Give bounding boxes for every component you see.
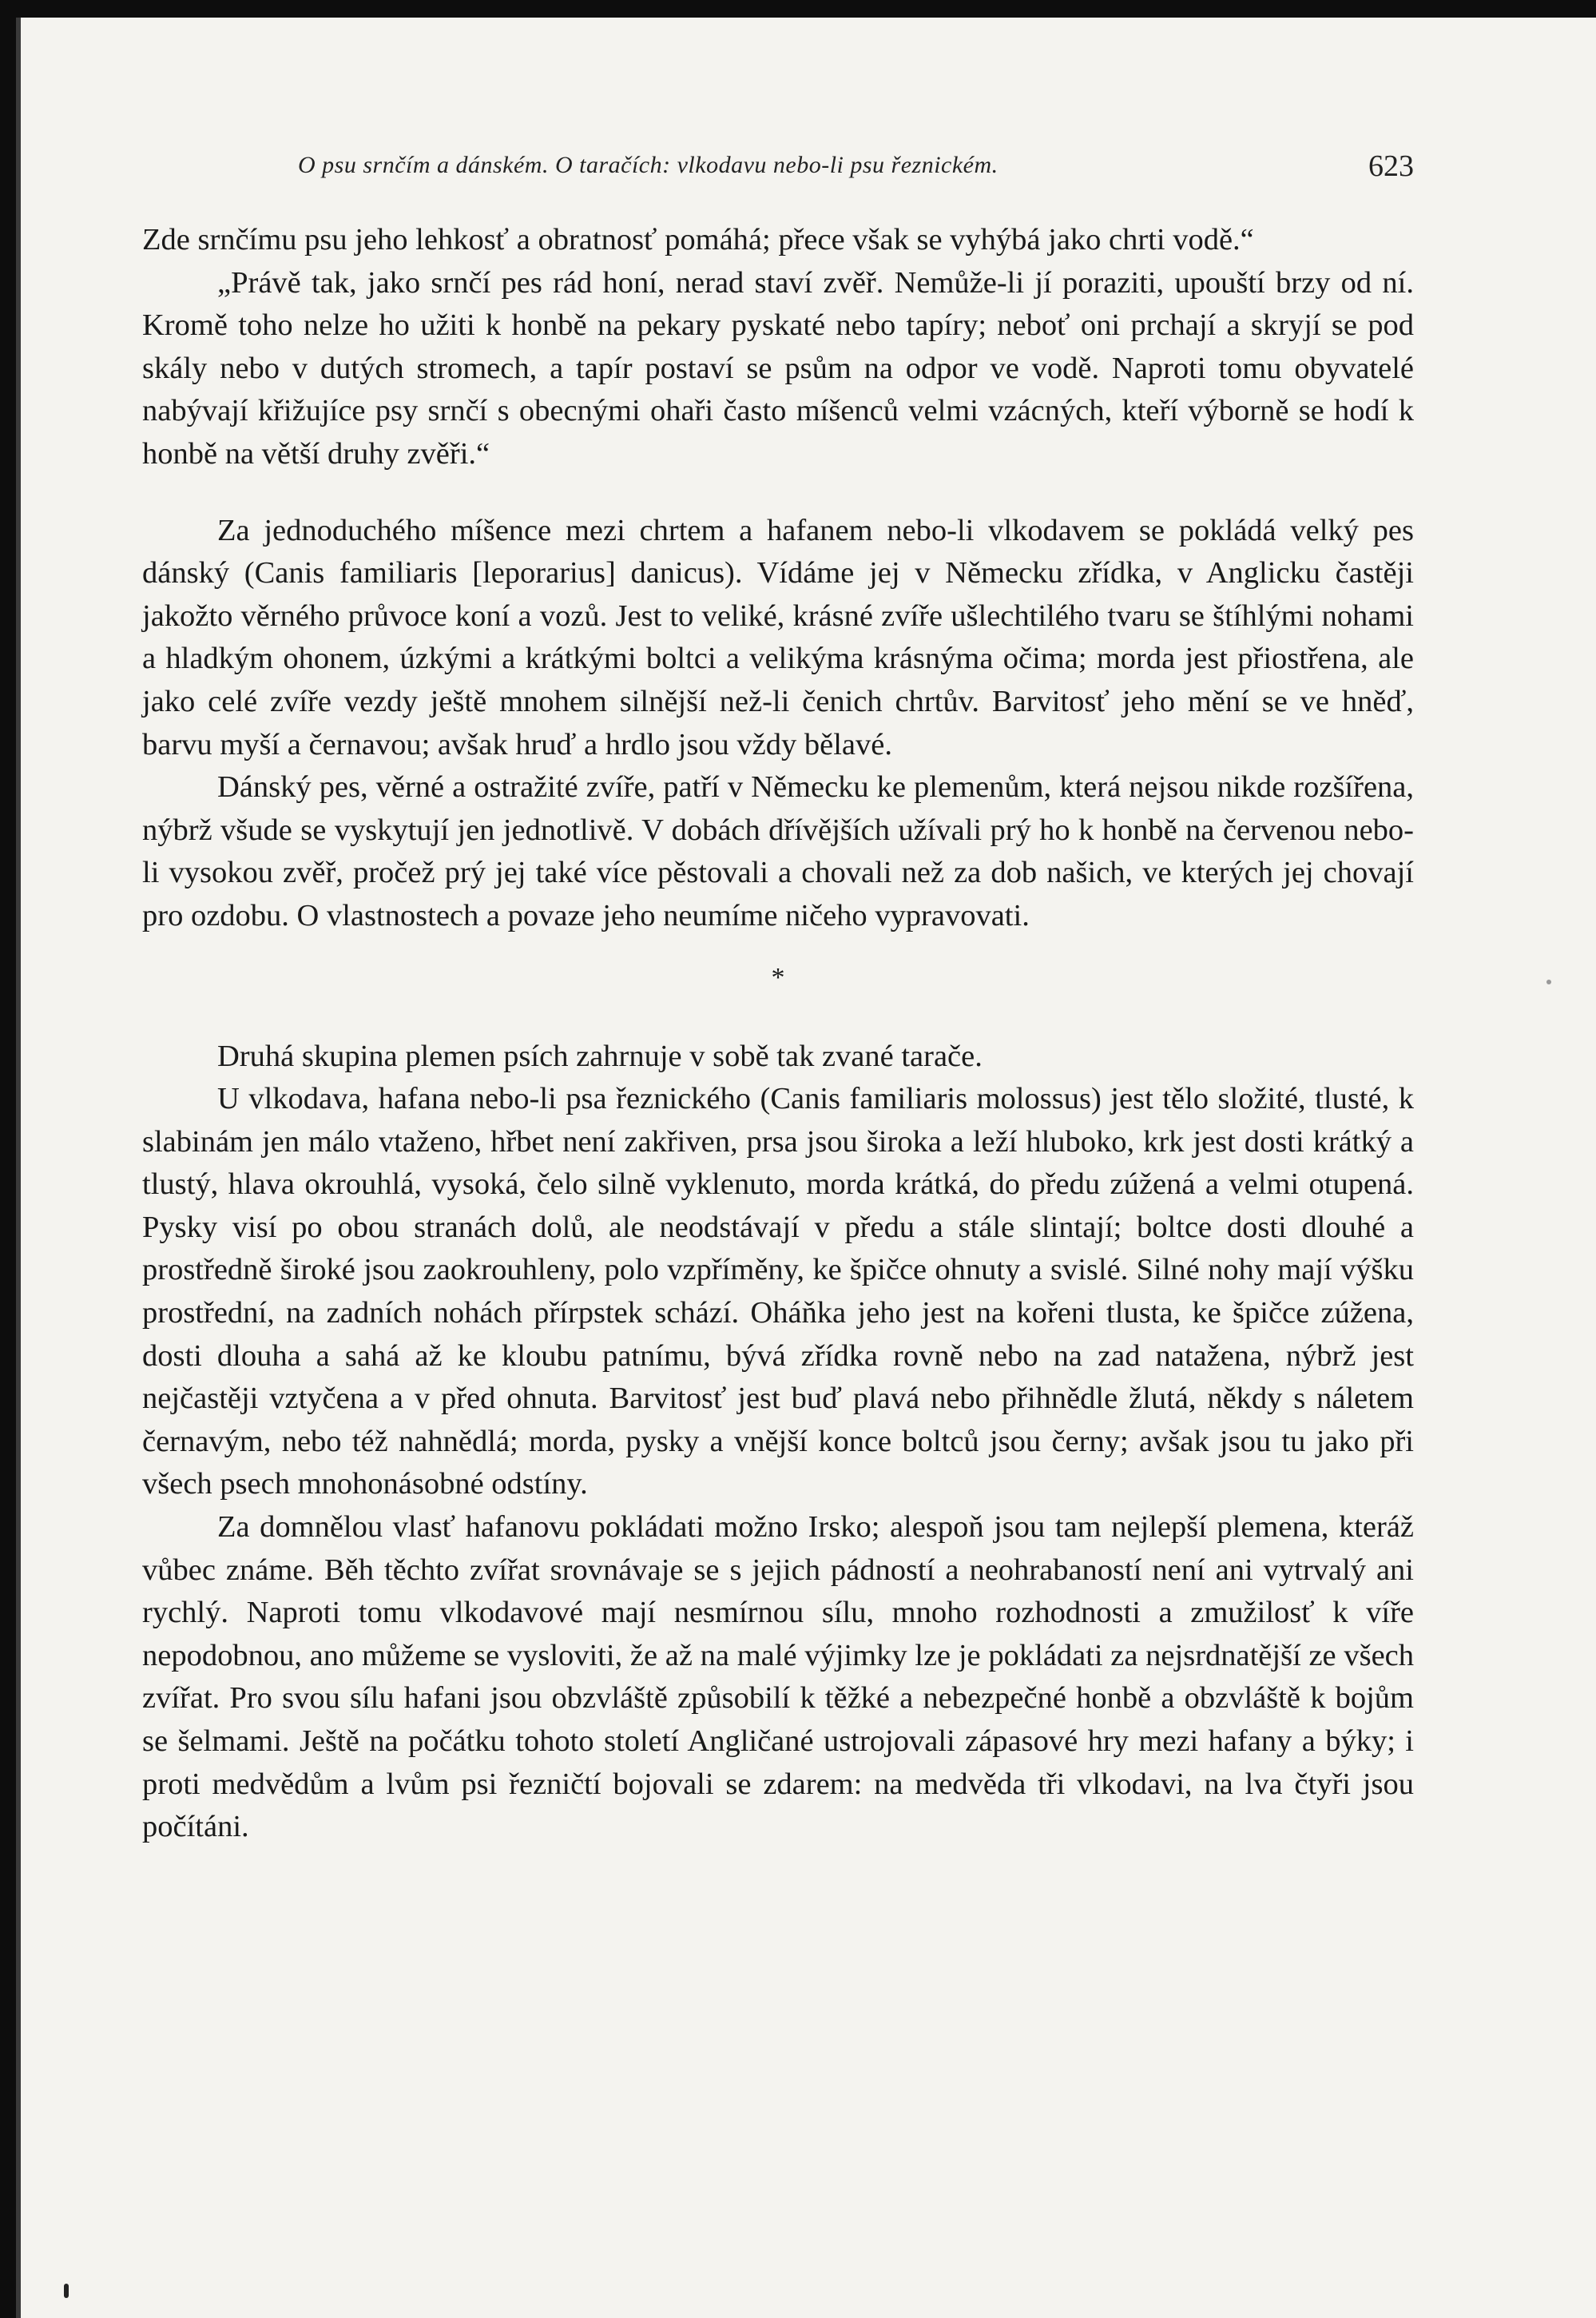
paragraph-quote-srnci-pes: „Právě tak, jako srnčí pes rád honí, nerad staví zvěř. Nemůže-li jí poraziti, upouští brzy od ní. Kromě toho nelze ho užiti k honbě na pekary pyskaté nebo tapíry; neboť oni prchají a skryjí se pod skály nebo v dutých stromech, a tapír postaví se psům na odpor ve vodě. Naproti tomu obyvatelé nabývají křižujíce psy srnčí s obecnými ohaři často míšenců velmi vzácných, kteří výborně se hodí k honbě na větší druhy zvěři.“ <box>142 265 1414 471</box>
book-page <box>142 150 1414 1849</box>
scan-border-left-inner <box>16 18 21 2318</box>
paragraph-vlkodav-popis: U vlkodava, hafana nebo-li psa řeznického (Canis familiaris molossus) jest tělo složité, tlusté, k slabinám jen málo vtaženo, hřbet není zakřiven, prsa jsou široka a leží hluboko, krk jest dosti krátký a tlustý, hlava okrouhlá, vysoká, čelo silně vyklenuto, morda krátká, do předu zúžená a velmi otupená. Pysky visí po obou stranách dolů, ale neodstávají v předu a stále slintají; boltce dosti dlouhé a prostředně široké jsou zaokrouhleny, polo vzpříměny, ke špičce ohnuty a svislé. Silné nohy mají výšku prostřední, na zadních nohách přírpstek schází. Oháňka jeho jest na kořeni tlusta, ke špičce zúžena, dosti dlouha a sahá až ke kloubu patnímu, bývá zřídka rovně nebo na zad natažena, nýbrž jest nejčastěji vztyčena a v před ohnuta. Barvitosť jest buď plavá nebo přihnědle žlutá, někdy s náletem černavým, nebo též nahnědlá; morda, pysky a vnější konce boltců jsou černy; avšak jsou tu jako při všech psech mnohonásobné odstíny. <box>142 1082 1414 1501</box>
scan-border-top <box>0 0 1596 18</box>
paragraph-pes-dansky: Za jednoduchého míšence mezi chrtem a hafanem nebo-li vlkodavem se pokládá velký pes dánský (Canis familiaris [leporarius] danicus). Vídáme jej v Německu zřídka, v Anglicku častěji jakožto věrného průvoce koní a vozů. Jest to veliké, krásné zvíře ušlechtilého tvaru se štíhlými nohami a hladkým ohonem, úzkými a krátkými boltci a velikýma krásnýma očima; morda jest přiostřena, ale jako celé zvíře vezdy ještě mnohem silnější než-li čenich chrtův. Barvitosť jeho mění se ve hněď, barvu myší a černavou; avšak hruď a hrdlo jsou vždy bělavé. <box>142 513 1414 761</box>
scan-mark <box>64 2284 69 2298</box>
running-head-title: O psu srnčím a dánském. O taračích: vlkodavu nebo-li psu řeznickém. <box>298 152 998 178</box>
paragraph-continuation: Zde srnčímu psu jeho lehkosť a obratnosť pomáhá; přece však se vyhýbá jako chrti vodě.“ <box>142 223 1254 256</box>
paragraph-vlast-hafanova: Za domnělou vlasť hafanovu pokládati možno Irsko; alespoň jsou tam nejlepší plemena, kteráž vůbec známe. Běh těchto zvířat srovnávaje se s jejich pádností a neohrabaností není ani vytrvalý ani rychlý. Naproti tomu vlkodavové mají nesmírnou sílu, mnoho rozhodnosti a zmužilosť k víře nepodobnou, ano můžeme se vysloviti, že až na malé výjimky lze je pokládati za nejsrdnatější ze všech zvířat. Pro svou sílu hafani jsou obzvláště způsobilí k těžké a nebezpečné honbě a obzvláště k bojům se šelmami. Ještě na počátku tohoto století Angličané ustrojovali zápasové hry mezi hafany a býky; i proti medvědům a lvům psi řezničtí bojovali se zdarem: na medvěda tři vlkodavi, na lva čtyři jsou počítáni. <box>142 1510 1414 1844</box>
page-number: 623 <box>1368 149 1414 183</box>
paragraph-druha-skupina: Druhá skupina plemen psích zahrnuje v sobě tak zvané tarače. <box>217 1039 983 1073</box>
paragraph-dansky-pes-vlastnosti: Dánský pes, věrné a ostražité zvíře, patří v Německu ke plemenům, která nejsou nikde rozšířena, nýbrž všude se vyskytují jen jednotlivě. V dobách dřívějších užívali prý ho k honbě na červenou nebo-li vysokou zvěř, pročež prý jej také více pěstovali a chovali než za dob našich, ve kterých jej chovají pro ozdobu. O vlastnostech a povaze jeho neumíme ničeho vypravovati. <box>142 770 1414 932</box>
section-separator-asterisk: * <box>771 962 785 992</box>
body-text <box>142 219 1414 1849</box>
scan-speck <box>1546 980 1551 984</box>
running-head <box>142 150 1414 198</box>
scan-border-left <box>0 0 16 2318</box>
